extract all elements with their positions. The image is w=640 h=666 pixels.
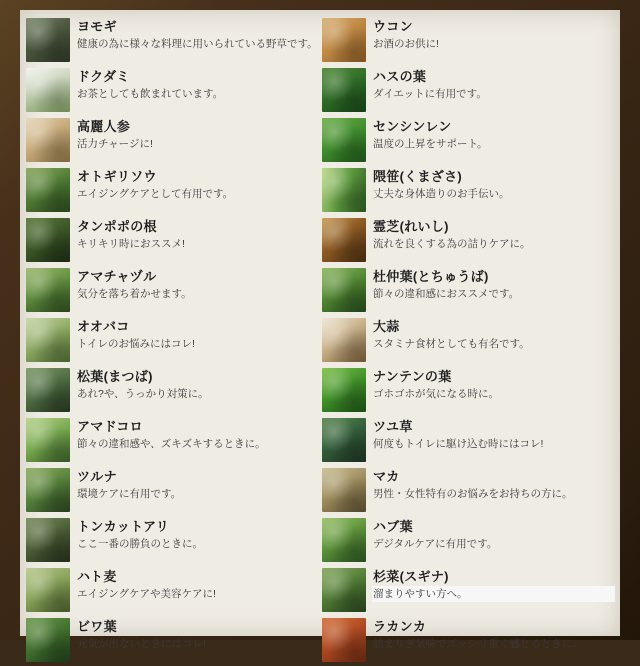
list-item[interactable]: [322, 466, 614, 516]
herb-thumbnail: [322, 168, 366, 212]
herb-description: エイジングケアや美容ケアに!: [77, 588, 216, 600]
herb-thumbnail: [26, 418, 70, 462]
herb-name: センシンレン: [373, 119, 452, 134]
herb-text: [77, 268, 318, 301]
herb-text: [373, 318, 614, 351]
list-item[interactable]: [26, 316, 318, 366]
herb-description: あれ?や、うっかり対策に。: [77, 388, 209, 400]
herb-description: エイジングケアとして有用です。: [77, 188, 234, 200]
list-item[interactable]: [322, 116, 614, 166]
herb-name: オオバコ: [77, 319, 130, 334]
herb-name: アマチャヅル: [77, 269, 157, 284]
list-item[interactable]: [322, 316, 614, 366]
list-item[interactable]: [26, 66, 318, 116]
list-item[interactable]: [322, 166, 614, 216]
list-item[interactable]: [26, 516, 318, 566]
list-item[interactable]: [26, 116, 318, 166]
herb-text: [373, 418, 614, 451]
herb-thumbnail: [322, 268, 366, 312]
herb-name: 霊芝(れいし): [373, 219, 449, 234]
herb-text: [373, 68, 614, 101]
herb-thumbnail: [322, 568, 366, 612]
herb-thumbnail: [26, 168, 70, 212]
herb-description: ゴホゴホが気になる時に。: [373, 388, 499, 400]
herb-grid: [26, 16, 614, 666]
herb-text: [77, 468, 318, 501]
list-item[interactable]: [322, 516, 614, 566]
herb-list-page: [20, 10, 620, 650]
herb-description: キリキリ時におススメ!: [77, 238, 185, 250]
herb-name: オトギリソウ: [77, 169, 157, 184]
list-item[interactable]: [26, 216, 318, 266]
herb-text: [77, 418, 318, 451]
herb-thumbnail: [322, 18, 366, 62]
herb-thumbnail: [322, 318, 366, 362]
herb-thumbnail: [322, 368, 366, 412]
list-item[interactable]: [322, 16, 614, 66]
herb-thumbnail: [322, 218, 366, 262]
herb-thumbnail: [322, 618, 366, 662]
herb-thumbnail: [322, 418, 366, 462]
herb-name: ツユ草: [373, 419, 413, 434]
herb-thumbnail: [26, 118, 70, 162]
herb-name: ハスの葉: [373, 69, 427, 84]
list-item[interactable]: [26, 416, 318, 466]
herb-thumbnail: [26, 518, 70, 562]
herb-text: [77, 518, 318, 551]
herb-text: [373, 268, 614, 301]
herb-description: 節々の違和感におススメです。: [373, 288, 520, 300]
herb-text: [77, 68, 318, 101]
herb-text: [77, 568, 318, 601]
list-item[interactable]: [26, 566, 318, 616]
herb-description: ここ一番の勝負のときに。: [77, 538, 203, 550]
herb-name: ドクダミ: [77, 69, 130, 84]
herb-name: ウコン: [373, 19, 413, 34]
list-item[interactable]: [322, 616, 614, 666]
herb-description: ダイエットに有用です。: [373, 88, 487, 100]
list-item[interactable]: [322, 66, 614, 116]
herb-description: 気分を落ち着かせます。: [77, 288, 192, 300]
herb-name: ナンテンの葉: [373, 369, 452, 384]
list-item[interactable]: [26, 366, 318, 416]
herb-text: [77, 18, 318, 51]
herb-name: マカ: [373, 469, 400, 484]
list-item[interactable]: [26, 166, 318, 216]
herb-text: [373, 218, 614, 251]
herb-name: トンカットアリ: [77, 519, 170, 534]
herb-name: ラカンカ: [373, 619, 427, 634]
herb-thumbnail: [322, 518, 366, 562]
herb-text: [373, 618, 614, 651]
herb-name: 松葉(まつば): [77, 369, 153, 384]
herb-text: [373, 568, 614, 601]
herb-description: 温度の上昇をサポート。: [373, 138, 488, 150]
herb-text: [373, 368, 614, 401]
herb-description: 溜まりやすい方へ。: [373, 587, 614, 601]
herb-thumbnail: [322, 68, 366, 112]
list-item[interactable]: [322, 366, 614, 416]
herb-name: ハト麦: [77, 569, 117, 584]
herb-description: お茶としても飲まれています。: [77, 88, 224, 100]
herb-name: 高麗人参: [77, 119, 131, 134]
herb-description: お酒のお供に!: [373, 38, 439, 50]
herb-name: ハブ葉: [373, 519, 413, 534]
herb-text: [77, 318, 318, 351]
herb-name: アマドコロ: [77, 419, 143, 434]
herb-text: [77, 368, 318, 401]
herb-text: [77, 218, 318, 251]
herb-name: ツルナ: [77, 469, 117, 484]
list-item[interactable]: [26, 266, 318, 316]
herb-name: 大蒜: [373, 319, 400, 334]
herb-description: 健康の為に様々な料理に用いられている野草です。: [77, 38, 318, 50]
herb-description: 男性・女性特有のお悩みをお持ちの方に。: [373, 488, 573, 500]
herb-description: 元気が出ないときにはコレ!: [77, 638, 206, 650]
herb-description: トイレのお悩みにはコレ!: [77, 338, 195, 350]
herb-thumbnail: [26, 568, 70, 612]
herb-name: 杜仲葉(とちゅうば): [373, 269, 489, 284]
herb-thumbnail: [26, 468, 70, 512]
herb-description: 丈夫な身体造りのお手伝い。: [373, 188, 510, 200]
herb-text: [373, 118, 614, 151]
herb-description: 何度もトイレに駆け込む時にはコレ!: [373, 438, 544, 450]
herb-name: ヨモギ: [77, 19, 117, 34]
list-item[interactable]: [322, 216, 614, 266]
herb-description: スタミナ食材としても有名です。: [373, 338, 530, 350]
herb-thumbnail: [322, 468, 366, 512]
list-item[interactable]: [322, 416, 614, 466]
herb-name: 隈笹(くまざさ): [373, 169, 463, 184]
herb-description: 環境ケアに有用です。: [77, 488, 182, 500]
list-item[interactable]: [322, 566, 614, 616]
herb-text: [373, 168, 614, 201]
herb-thumbnail: [26, 368, 70, 412]
list-item[interactable]: [26, 16, 318, 66]
list-item[interactable]: [26, 616, 318, 666]
list-item[interactable]: [322, 266, 614, 316]
herb-description: 節々の違和感や、ズキズキするときに。: [77, 438, 266, 450]
herb-thumbnail: [26, 18, 70, 62]
herb-thumbnail: [322, 118, 366, 162]
herb-text: [77, 118, 318, 151]
herb-text: [77, 168, 318, 201]
herb-name: タンポポの根: [77, 219, 157, 234]
herb-text: [373, 468, 614, 501]
list-item[interactable]: [26, 466, 318, 516]
herb-thumbnail: [26, 268, 70, 312]
herb-thumbnail: [26, 618, 70, 662]
herb-name: 杉菜(スギナ): [373, 569, 449, 584]
herb-text: [77, 618, 318, 651]
herb-description: デジタルケアに有用です。: [373, 538, 498, 550]
herb-thumbnail: [26, 318, 70, 362]
herb-description: 活力チャージに!: [77, 138, 153, 150]
herb-text: [373, 518, 614, 551]
herb-description: 詰まりぎ気味でズッシリ重く感じるときに。: [373, 638, 583, 650]
herb-description: 流れを良くする為の詰りケアに。: [373, 238, 531, 250]
herb-thumbnail: [26, 218, 70, 262]
herb-name: ビワ葉: [77, 619, 117, 634]
herb-thumbnail: [26, 68, 70, 112]
herb-text: [373, 18, 614, 51]
